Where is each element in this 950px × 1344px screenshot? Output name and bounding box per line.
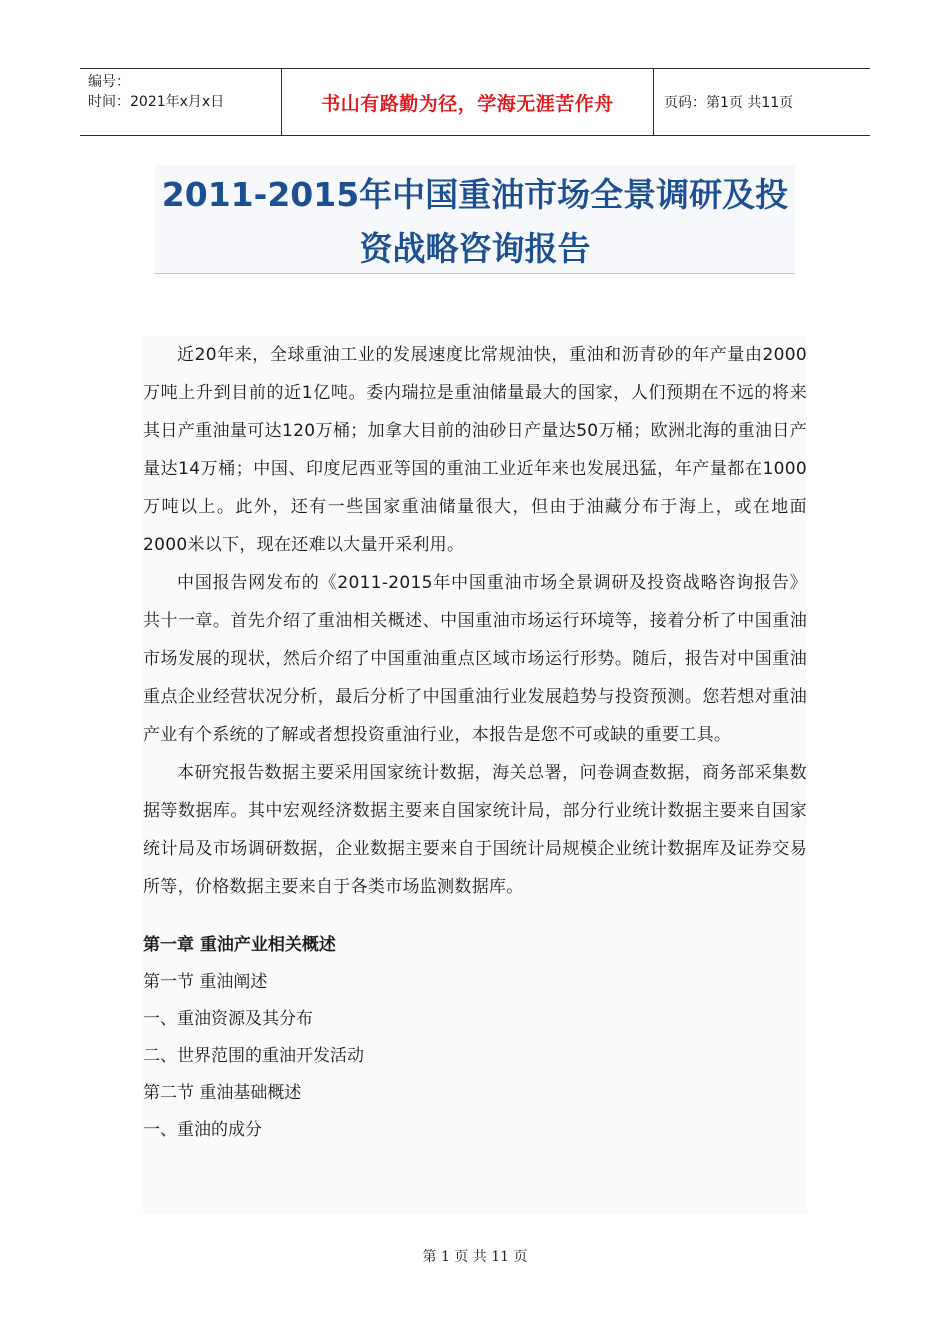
document-title	[155, 165, 795, 276]
data-source-paragraph: 本研究报告数据主要采用国家统计数据，海关总署，问卷调查数据，商务部采集数据等数据库。其中宏观经济数据主要来自国家统计局，部分行业统计数据主要来自国家统计局及市场调研数据，企业数据主要来自于国统计局规模企业统计数据库及证券交易所等，价格数据主要来自于各类市场监测数据库。	[143, 763, 807, 897]
title-line-1: 2011-2015年中国重油市场全景调研及投	[161, 175, 789, 214]
toc-item-2: 二、世界范围的重油开发活动	[143, 1046, 364, 1066]
document-body	[143, 336, 807, 1214]
toc-item-3: 一、重油的成分	[143, 1120, 262, 1140]
toc-section-2: 第二节 重油基础概述	[143, 1083, 302, 1103]
footer-page-number: 第 1 页 共 11 页	[422, 1249, 528, 1265]
intro-paragraph: 近20年来，全球重油工业的发展速度比常规油快，重油和沥青砂的年产量由2000万吨上升到目前的近1亿吨。委内瑞拉是重油储量最大的国家，人们预期在不远的将来其日产重油量可达120万桶；加拿大目前的油砂日产量达50万桶；欧洲北海的重油日产量达14万桶；中国、印度尼西亚等国的重油工业近年来也发展迅猛，年产量都在1000万吨以上。此外，还有一些国家重油储量很大，但由于油藏分布于海上，或在地面2000米以下，现在还难以大量开采利用。	[143, 345, 807, 555]
page-info-cell	[654, 69, 870, 135]
title-block	[155, 165, 795, 274]
toc-section-1: 第一节 重油阐述	[143, 972, 268, 992]
toc-item-1: 一、重油资源及其分布	[143, 1009, 313, 1029]
title-line-2: 资战略咨询报告	[359, 229, 591, 268]
motto-text: 书山有路勤为径，学海无涯苦作舟	[321, 92, 614, 115]
header-meta-cell	[80, 69, 282, 135]
number-label: 编号：	[88, 74, 130, 90]
page-footer	[0, 1246, 950, 1266]
motto-cell	[282, 69, 654, 135]
report-summary-paragraph: 中国报告网发布的《2011-2015年中国重油市场全景调研及投资战略咨询报告》共十一章。首先介绍了重油相关概述、中国重油市场运行环境等，接着分析了中国重油市场发展的现状，然后介绍了中国重油重点区域市场运行形势。随后，报告对中国重油重点企业经营状况分析，最后分析了中国重油行业发展趋势与投资预测。您若想对重油产业有个系统的了解或者想投资重油行业，本报告是您不可或缺的重要工具。	[143, 573, 807, 745]
time-label: 时间：2021年x月x日	[88, 94, 225, 110]
chapter-heading: 第一章 重油产业相关概述	[143, 935, 336, 955]
header-table	[80, 68, 870, 136]
page-info-text: 页码：第1页 共11页	[664, 95, 794, 111]
